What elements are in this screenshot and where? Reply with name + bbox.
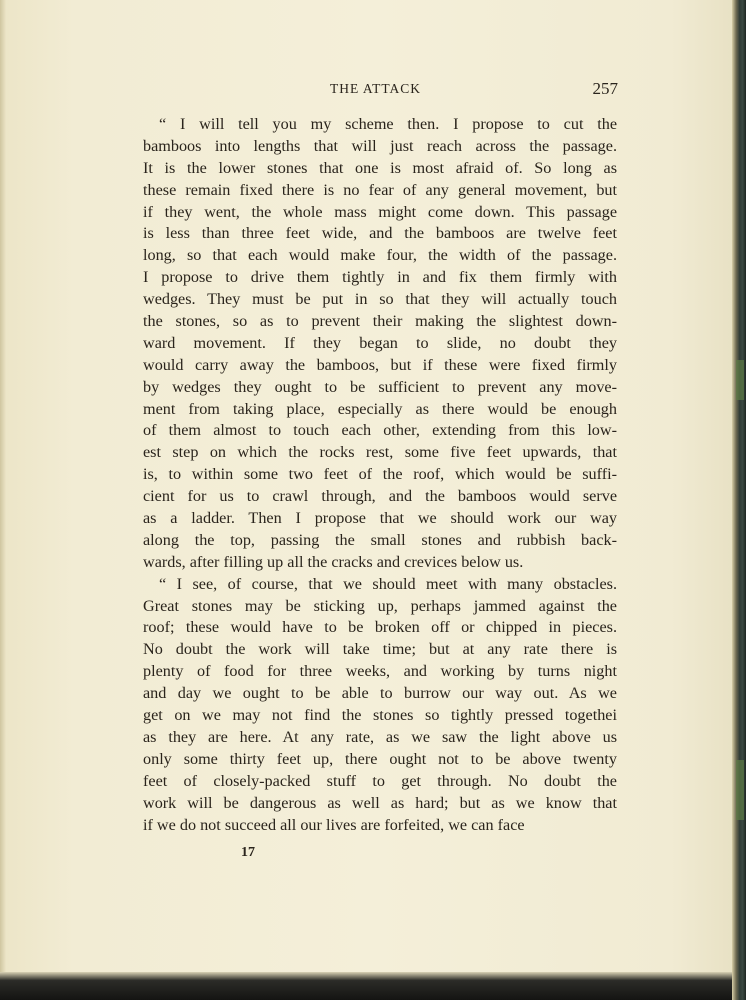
- text-line: No doubt the work will take time; but at any rate there is: [143, 640, 617, 659]
- text-line: if they went, the whole mass might come down. This passage: [143, 202, 617, 221]
- text-line: bamboos into lengths that will just reach across the passage.: [143, 136, 617, 155]
- spine-stain: [736, 760, 744, 820]
- page-bottom-shadow: [0, 972, 746, 1000]
- text-line: get on we may not find the stones so tightly pressed togethei: [143, 706, 617, 725]
- page-left-edge: [0, 0, 6, 1000]
- page-number: 257: [592, 79, 618, 98]
- text-line: ment from taking place, especially as there would be enough: [143, 399, 617, 418]
- running-head: THE ATTACK: [330, 81, 422, 96]
- text-line: ward movement. If they began to slide, no doubt they: [143, 333, 617, 352]
- spine-stain: [736, 360, 744, 400]
- text-line: plenty of food for three weeks, and working by turns night: [143, 662, 617, 681]
- text-line: wards, after filling up all the cracks and crevices below us.: [143, 552, 524, 571]
- text-line: along the top, passing the small stones and rubbish back-: [143, 530, 617, 549]
- text-line: I propose to drive them tightly in and fix them firmly with: [143, 268, 617, 287]
- text-line: would carry away the bamboos, but if these were fixed firmly: [143, 355, 617, 374]
- text-line: the stones, so as to prevent their making the slightest down-: [143, 312, 617, 331]
- text-line: is, to within some two feet of the roof, which would be suffi-: [143, 465, 617, 484]
- text-line: work will be dangerous as well as hard; but as we know that: [143, 793, 617, 812]
- text-line: est step on which the rocks rest, some five feet upwards, that: [143, 443, 617, 462]
- text-line: of them almost to touch each other, extending from this low-: [143, 421, 617, 440]
- page-header: [330, 79, 620, 99]
- text-line: is less than three feet wide, and the bamboos are twelve feet: [143, 224, 617, 243]
- signature-mark: 17: [241, 845, 255, 860]
- body-text: [143, 114, 617, 836]
- text-line: It is the lower stones that one is most afraid of. So long as: [143, 158, 617, 177]
- text-line: as a ladder. Then I propose that we should work our way: [143, 509, 617, 528]
- text-line: wedges. They must be put in so that they will actually touch: [143, 290, 617, 309]
- text-line: Great stones may be sticking up, perhaps jammed against the: [143, 596, 617, 615]
- text-line: “ I will tell you my scheme then. I propose to cut the: [159, 115, 617, 133]
- text-line: roof; these would have to be broken off or chipped in pieces.: [143, 618, 617, 637]
- text-line: by wedges they ought to be sufficient to prevent any move-: [143, 377, 617, 396]
- text-line: feet of closely-packed stuff to get through. No doubt the: [143, 771, 617, 790]
- text-line: if we do not succeed all our lives are forfeited, we can face: [143, 815, 525, 834]
- text-line: and day we ought to be able to burrow our way out. As we: [143, 684, 617, 703]
- text-line: only some thirty feet up, there ought not to be above twenty: [143, 749, 617, 768]
- text-line: long, so that each would make four, the width of the passage.: [143, 246, 617, 265]
- text-line: “ I see, of course, that we should meet with many obstacles.: [159, 574, 617, 593]
- text-line: as they are here. At any rate, as we saw the light above us: [143, 727, 617, 746]
- text-line: these remain fixed there is no fear of any general movement, but: [143, 180, 617, 199]
- book-spine: [732, 0, 746, 1000]
- text-line: cient for us to crawl through, and the bamboos would serve: [143, 487, 617, 506]
